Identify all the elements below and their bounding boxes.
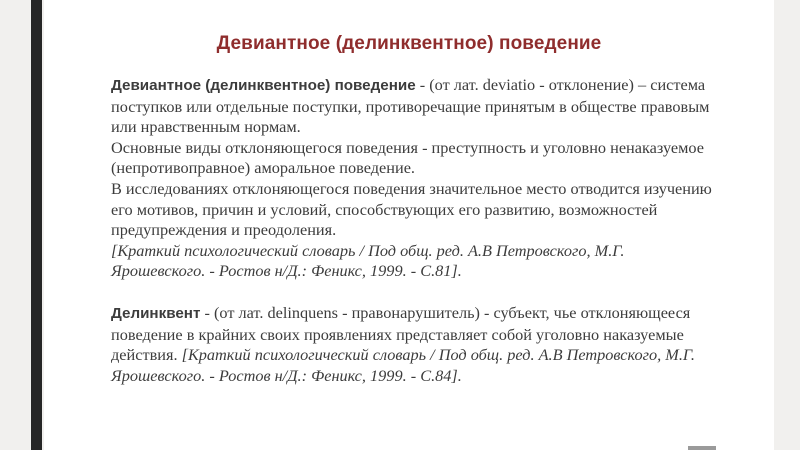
slide-title: Девиантное (делинквентное) поведение bbox=[216, 33, 602, 54]
corner-decoration bbox=[688, 446, 716, 450]
delinquent-definition-paragraph bbox=[111, 303, 719, 386]
deviant-definition-paragraph bbox=[111, 75, 719, 138]
reference-2: [Краткий психологический словарь / Под общ. ред. А.В Петровского, М.Г. Ярошевского. - Ростов н/Д.: Феникс, 1999. - С.84]. bbox=[111, 345, 696, 385]
delinquent-definition: - (от лат. delinquens - правонарушитель) - субъект, чье отклоняющееся поведение в крайних своих проявлениях представляет собой уголовно наказуемые действия. bbox=[111, 302, 691, 365]
reference-1: [Краткий психологический словарь / Под общ. ред. А.В Петровского, М.Г. Ярошевского. - Ростов н/Д.: Феникс, 1999. - С.81]. bbox=[111, 240, 625, 281]
delinquent-term: Делинквент bbox=[111, 304, 201, 322]
types-paragraph: Основные виды отклоняющегося поведения - преступность и уголовно ненаказуемое (непротивоправное) аморальное поведение. bbox=[111, 137, 705, 178]
deviant-term: Девиантное (делинквентное) поведение bbox=[111, 77, 416, 94]
deviant-definition: - (от лат. deviatio - отклонение) – система поступков или отдельные поступки, противоречащие принятым в обществе правовым или нравственным нормам. bbox=[111, 75, 710, 137]
paragraph-gap bbox=[111, 282, 719, 303]
research-paragraph: В исследованиях отклоняющегося поведения значительное место отводится изучению его мотивов, причин и условий, способствующих его развитию, возможностей предупреждения и преодоления. bbox=[111, 178, 712, 240]
slide-body bbox=[111, 75, 719, 386]
left-accent-bar bbox=[31, 0, 42, 450]
slide bbox=[44, 0, 774, 450]
